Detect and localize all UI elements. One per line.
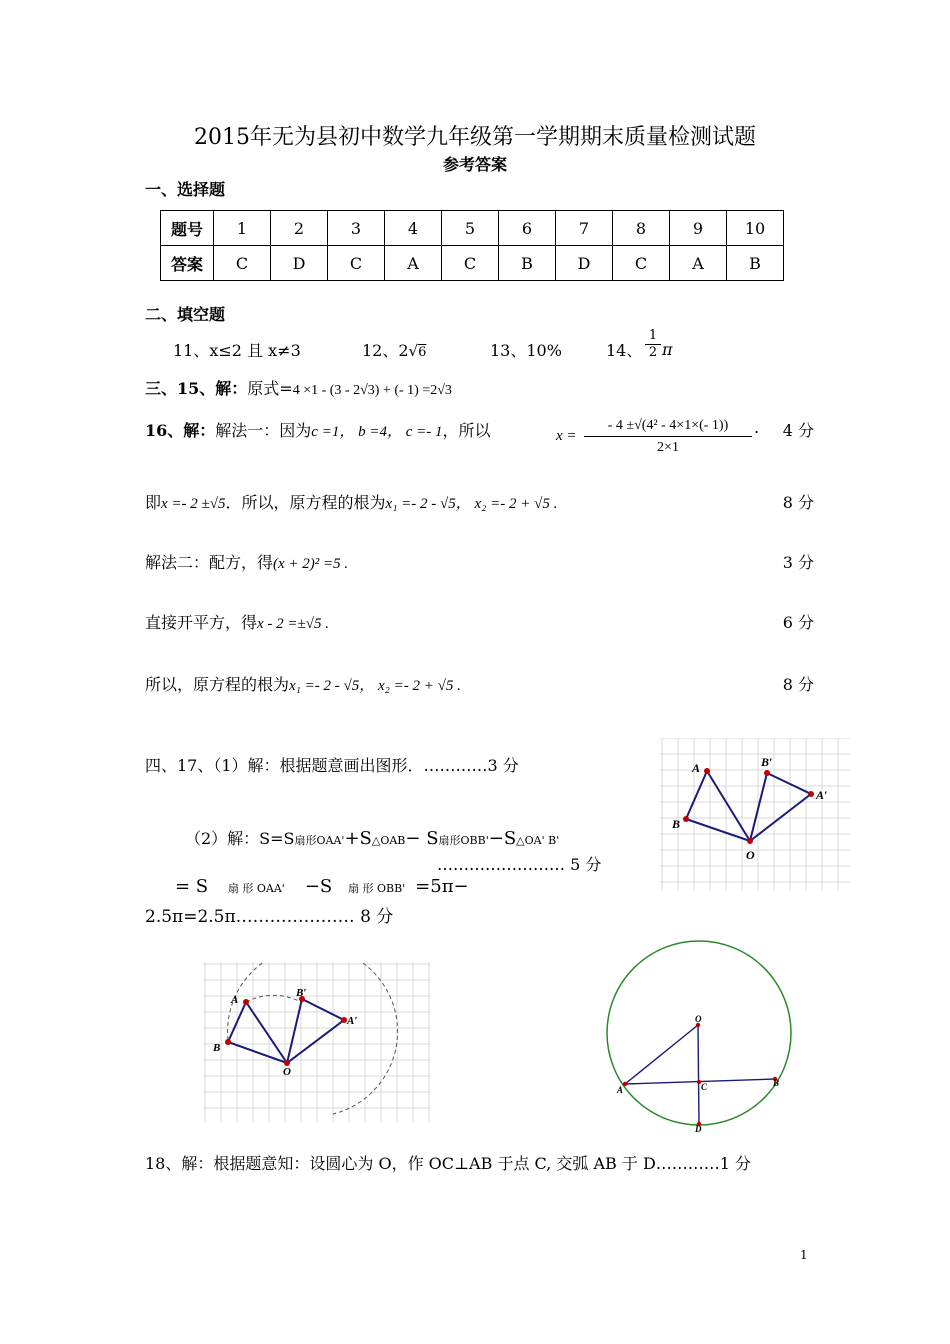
table-cell: 5 bbox=[442, 211, 499, 246]
q16-formula-numerator: - 4 ±√(4² - 4×1×(- 1)) bbox=[584, 416, 752, 437]
table-cell: B bbox=[727, 246, 784, 281]
table-cell: C bbox=[214, 246, 271, 281]
q16-line3-expression: (x + 2)² =5 . bbox=[273, 556, 349, 572]
table-cell: 3 bbox=[328, 211, 385, 246]
table-cell: 4 bbox=[385, 211, 442, 246]
answer-13: 13、10% bbox=[490, 341, 562, 360]
q15-label: 三、15、解： bbox=[145, 379, 248, 398]
label-D: D bbox=[695, 1124, 702, 1134]
q17-line5: 2.5π=2.5π………………… 8 分 bbox=[145, 907, 394, 927]
q17-line4-c: =5π− bbox=[415, 876, 469, 897]
q16-line1-text: 解法一：因为 bbox=[215, 421, 312, 440]
q17-line2-c: − S bbox=[405, 828, 439, 849]
answer-14-denominator: 2 bbox=[648, 345, 658, 360]
q16-line2-roots: x₁ =- 2 - √5， x₂ =- 2 + √5 . bbox=[385, 496, 558, 512]
label-O: O bbox=[746, 848, 755, 862]
label-B: B bbox=[672, 817, 681, 831]
table-cell: 8 bbox=[613, 211, 670, 246]
page-number: 1 bbox=[800, 1248, 808, 1262]
q16-line4 bbox=[145, 610, 329, 633]
q17-line1: 四、17、（1）解：根据题意画出图形．…………3 分 bbox=[145, 756, 519, 775]
q16-label: 16、解： bbox=[145, 421, 216, 440]
label-B: B bbox=[773, 1078, 780, 1088]
q17-line4-a: = S bbox=[175, 876, 209, 897]
label-O: O bbox=[695, 1014, 702, 1024]
table-cell: 10 bbox=[727, 211, 784, 246]
table-cell: 6 bbox=[499, 211, 556, 246]
label-A-prime: A′ bbox=[347, 1015, 358, 1027]
table-cell: 7 bbox=[556, 211, 613, 246]
q16-line2-text: ．所以，原方程的根为 bbox=[225, 493, 386, 512]
answer-14-fraction bbox=[645, 328, 661, 361]
table-cell: A bbox=[385, 246, 442, 281]
label-A: A bbox=[231, 994, 239, 1006]
figure-circle bbox=[600, 934, 800, 1134]
q17-line3: …………………… 5 分 bbox=[437, 855, 602, 874]
q16-line1-suffix: ，所以 bbox=[442, 421, 491, 440]
q15-text: 原式= bbox=[247, 379, 293, 398]
table-row bbox=[161, 246, 784, 281]
label-A-prime: A′ bbox=[816, 788, 828, 802]
label-O: O bbox=[283, 1066, 291, 1078]
q17-line2-d: −S bbox=[488, 828, 517, 849]
table-cell: 9 bbox=[670, 211, 727, 246]
label-A: A bbox=[692, 761, 701, 775]
q16-line5 bbox=[145, 672, 461, 695]
answer-11: 11、x≤2 且 x≠3 bbox=[173, 341, 301, 360]
answer-14-prefix: 14、 bbox=[606, 341, 643, 360]
page-subtitle: 参考答案 bbox=[442, 155, 507, 174]
q16-score-5: 8 分 bbox=[782, 675, 814, 694]
table-row-label: 答案 bbox=[161, 246, 214, 281]
q16-line2 bbox=[145, 490, 557, 513]
q16-dot: . bbox=[754, 418, 760, 437]
table-cell: A bbox=[670, 246, 727, 281]
table-row bbox=[161, 211, 784, 246]
answer-14-numerator: 1 bbox=[645, 328, 661, 345]
q16-score-1: 4 分 bbox=[782, 421, 814, 440]
triangles bbox=[686, 771, 811, 841]
q16-score-2: 8 分 bbox=[782, 493, 814, 512]
answer-14-pi: π bbox=[662, 340, 673, 359]
answer-12-radicand: 6 bbox=[418, 345, 427, 360]
q17-line2-sub1: 扇形OAA' bbox=[294, 834, 345, 847]
points bbox=[623, 1023, 780, 1126]
q17-line2 bbox=[185, 826, 559, 849]
table-cell: B bbox=[499, 246, 556, 281]
q17-line4 bbox=[175, 876, 469, 897]
q16-formula-denominator: 2×1 bbox=[657, 440, 679, 455]
figure-rotation-arcs bbox=[203, 962, 431, 1122]
q15 bbox=[145, 376, 452, 399]
table-row-label: 题号 bbox=[161, 211, 214, 246]
q16-coefficients: c =1， b =4， c =- 1 bbox=[311, 424, 443, 440]
table-cell: D bbox=[556, 246, 613, 281]
answer-table bbox=[160, 210, 784, 281]
answer-12: 12、2√6 bbox=[362, 341, 427, 360]
label-B-prime: B′ bbox=[296, 987, 307, 999]
label-A: A bbox=[617, 1085, 624, 1095]
table-cell: C bbox=[613, 246, 670, 281]
q16-line5-roots: x₁ =- 2 - √5， x₂ =- 2 + √5 . bbox=[289, 678, 461, 694]
q17-line2-sub3: 扇形OBB' bbox=[438, 834, 489, 847]
q16-line1 bbox=[145, 418, 491, 441]
q18-line1: 18、解：根据题意知：设圆心为 O，作 OC⊥AB 于点 C, 交弧 AB 于 D…………1 分 bbox=[145, 1154, 752, 1173]
label-B-prime: B′ bbox=[761, 755, 773, 769]
table-cell: D bbox=[271, 246, 328, 281]
q16-line4-expression: x - 2 =±√5 . bbox=[257, 616, 330, 632]
q16-formula bbox=[584, 416, 752, 459]
table-cell: 2 bbox=[271, 211, 328, 246]
section2-heading: 二、填空题 bbox=[145, 305, 226, 324]
q17-line4-sub1: 扇 形 OAA' bbox=[227, 882, 285, 895]
page-title: 2015年无为县初中数学九年级第一学期期末质量检测试题 bbox=[194, 125, 756, 150]
q16-score-3: 3 分 bbox=[782, 553, 814, 572]
q16-line3 bbox=[145, 550, 348, 573]
table-cell: C bbox=[442, 246, 499, 281]
q17-line2-b: +S bbox=[344, 828, 372, 849]
section1-heading: 一、选择题 bbox=[145, 180, 226, 199]
grid-lines bbox=[203, 962, 431, 1122]
table-cell: C bbox=[328, 246, 385, 281]
q16-formula-x: x = bbox=[556, 428, 577, 444]
q17-line4-sub2: 扇 形 OBB' bbox=[347, 882, 406, 895]
q16-line4-text: 直接开平方，得 bbox=[145, 613, 258, 632]
q16-score-4: 6 分 bbox=[782, 613, 814, 632]
q16-line2-expression: x =- 2 ±√5 bbox=[161, 496, 226, 512]
label-B: B bbox=[213, 1042, 221, 1054]
q16-line3-text: 解法二：配方，得 bbox=[145, 553, 274, 572]
q17-line2-sub4: △OA' B' bbox=[516, 834, 560, 847]
figure-rotation-small bbox=[660, 738, 850, 890]
table-cell: 1 bbox=[214, 211, 271, 246]
q17-line2-a: （2）解：S=S bbox=[185, 829, 295, 848]
q16-line2-prefix: 即 bbox=[145, 493, 162, 512]
q16-line5-text: 所以，原方程的根为 bbox=[145, 675, 290, 694]
q15-expression: 4 ×1 - (3 - 2√3) + (- 1) =2√3 bbox=[292, 383, 452, 398]
q17-line4-b: −S bbox=[304, 876, 333, 897]
answer-14 bbox=[606, 338, 642, 361]
label-C: C bbox=[701, 1082, 708, 1092]
q17-line2-sub2: △OAB bbox=[371, 834, 406, 847]
answer-12-prefix: 12、2 bbox=[362, 341, 409, 360]
triangles bbox=[228, 999, 344, 1063]
